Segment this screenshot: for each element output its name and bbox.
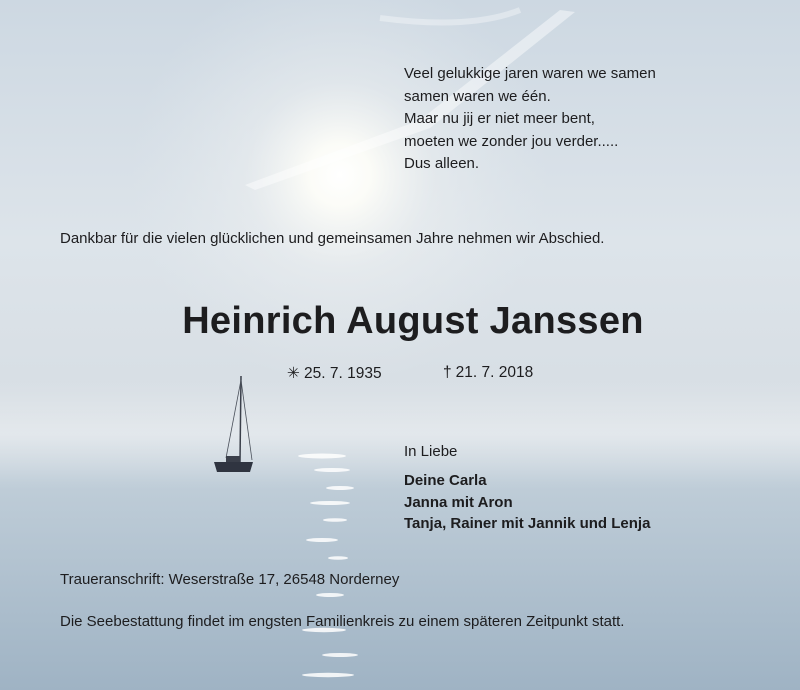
- death-date: [443, 364, 533, 382]
- family-member: Tanja, Rainer mit Jannik und Lenja: [404, 515, 651, 532]
- burial-note: Die Seebestattung findet im engsten Familienkreis zu einem späteren Zeitpunkt statt.: [60, 613, 625, 630]
- love-intro: In Liebe: [404, 443, 458, 460]
- poem-line: moeten we zonder jou verder.....: [404, 132, 619, 150]
- poem-line: Dus alleen.: [404, 155, 480, 173]
- poem: [404, 63, 656, 176]
- poem-line: Maar nu jij er niet meer bent,: [404, 110, 595, 128]
- poem-line: Veel gelukkige jaren waren we samen: [404, 65, 656, 82]
- deceased-name: Heinrich August Janssen: [182, 300, 644, 342]
- family-member: Janna mit Aron: [404, 493, 513, 511]
- death-cross-icon: †: [443, 364, 452, 381]
- birth-date-value: 25. 7. 1935: [304, 365, 382, 382]
- death-date-value: 21. 7. 2018: [455, 364, 534, 381]
- mourning-address: Traueranschrift: Weserstraße 17, 26548 Norderney: [60, 571, 400, 588]
- thanks-line: Dankbar für die vielen glücklichen und gemeinsamen Jahre nehmen wir Abschied.: [60, 230, 605, 247]
- birth-date: [287, 364, 382, 383]
- birth-star-icon: ✳: [287, 365, 300, 382]
- poem-line: samen waren we één.: [404, 87, 551, 105]
- family-signatures: [404, 470, 650, 535]
- family-member: Deine Carla: [404, 472, 487, 489]
